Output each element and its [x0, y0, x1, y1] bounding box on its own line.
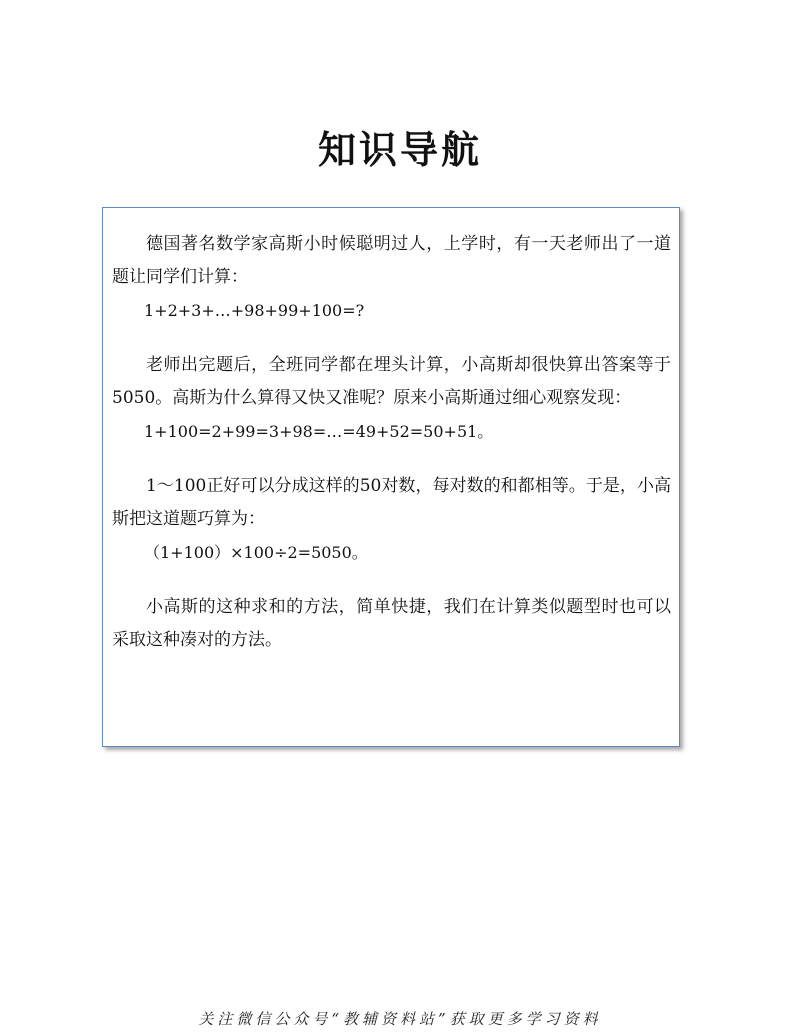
pairs-paragraph: 1～100正好可以分成这样的50对数，每对数的和都相等。于是，小高斯把这道题巧算为： — [112, 476, 671, 529]
pair-equation: 1+100=2+99=3+98=…=49+52=50+51。 — [144, 422, 494, 441]
shortcut-equation: （1+100）×100÷2=5050。 — [144, 543, 368, 562]
footer-note: 关注微信公众号“教辅资料站”获取更多学习资料 — [198, 1010, 602, 1028]
observation-paragraph: 老师出完题后，全班同学都在埋头计算，小高斯却很快算出答案等于5050。高斯为什么算得又快又准呢？原来小高斯通过细心观察发现： — [112, 355, 671, 408]
sum-equation: 1+2+3+…+98+99+100=? — [144, 301, 365, 320]
conclusion-paragraph: 小高斯的这种求和的方法，简单快捷，我们在计算类似题型时也可以采取这种凑对的方法。 — [112, 597, 671, 650]
page-title: 知识导航 — [317, 128, 482, 172]
knowledge-box — [102, 207, 680, 747]
intro-paragraph: 德国著名数学家高斯小时候聪明过人，上学时，有一天老师出了一道题让同学们计算： — [112, 234, 671, 287]
